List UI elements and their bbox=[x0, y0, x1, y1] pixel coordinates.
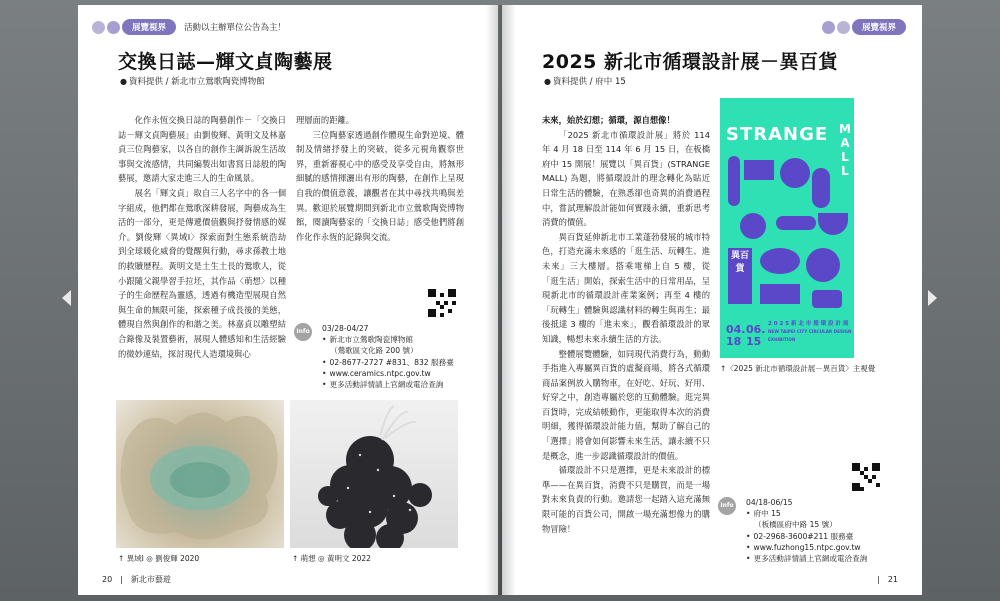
next-page-arrow-icon[interactable] bbox=[928, 290, 937, 306]
tag-dots bbox=[92, 21, 120, 34]
article-credit-right: ● 資料提供 / 府中 15 bbox=[544, 77, 626, 87]
section-pill: 展覽視界 bbox=[122, 19, 176, 35]
left-page bbox=[78, 5, 498, 595]
info-line: • www.ceramics.ntpc.gov.tw bbox=[322, 368, 494, 379]
paragraph: 理層面的距離。 bbox=[296, 115, 355, 125]
poster-title: STRANGE bbox=[726, 124, 829, 145]
poster-cn-label: 異百貨 bbox=[728, 248, 752, 304]
info-line: • 02-8677-2727 #831、832 服務臺 bbox=[322, 357, 494, 368]
caption-mengxiang: ↑ 萌想 ◎ 黃明文 2022 bbox=[292, 554, 371, 563]
photo-mengxiang bbox=[290, 400, 458, 548]
poster-date-end-month: 06. bbox=[746, 323, 766, 336]
body-column-2 bbox=[296, 113, 464, 244]
qr-code-right[interactable] bbox=[852, 463, 880, 491]
paragraph: 「2025 新北市循環設計展」將於 114 年 4 月 18 日至 114 年 6 月 15 日，在板橋府中 15 開展！展覽以「異百貨」(STRANGE MALL) 為題，將循環設計的理念轉化為貼近日常生活的體驗，在熟悉卻也奇異的消費過程中，嘗試理解設計能如何實踐永續，重新思考消費的價值。 bbox=[542, 129, 710, 228]
poster-caption: ↑〈2025 新北市循環設計展－異百貨〉主視覺 bbox=[720, 364, 876, 373]
paragraph: 展名「輝文貞」取自三人名字中的各一個字組成，他們都在鶯歌深耕發展，陶藝成為生活的一部分，更是傳遞價值觀與抒發情感的媒介。劉俊輝〈異域Ⅰ〉探索面對生態系統浩劫到全球暖化威脅的覺醒與行動，尋求孫教土地的救贖歷程。黃明文是土生土長的鶯歌人，從小跟隨父親學習手拉坯，其作品〈萌想〉以種子的生命歷程為靈感，透過有機造型展現自然與生命的無限可能，探索種子成長後的美態，體現自然與創作的和諧之美。林嘉貞以雕塑結合錄像及裝置藝術，展現人體感知和生活經驗的微妙連結，探討現代人造環境與心 bbox=[118, 187, 286, 359]
body-column-1 bbox=[118, 113, 286, 361]
section-note: 活動以主辦單位公告為主！ bbox=[184, 23, 287, 33]
poster-side: MALL bbox=[839, 122, 851, 178]
info-line: • www.fuzhong15.ntpc.gov.tw bbox=[746, 542, 918, 553]
poster-dates-end bbox=[746, 324, 766, 348]
info-icon: Info bbox=[718, 497, 736, 515]
photo-yiyu bbox=[116, 400, 284, 548]
info-list bbox=[294, 323, 494, 390]
credit-text-right: 資料提供 / 府中 15 bbox=[552, 77, 626, 87]
caption-yiyu: ↑ 異域Ⅰ ◎ 劉俊輝 2020 bbox=[118, 554, 200, 563]
info-line: • 02-2968-3600#211 服務臺 bbox=[746, 531, 918, 542]
article-title-right: 2025 新北市循環設計展－異百貨 bbox=[542, 51, 838, 73]
page-number-right: | 21 bbox=[877, 575, 898, 584]
info-line: 03/28-04/27 bbox=[322, 324, 369, 333]
poster-date-end-day: 15 bbox=[746, 335, 762, 348]
article-credit: ● 資料提供 / 新北市立鶯歌陶瓷博物館 bbox=[120, 77, 265, 87]
poster-shape bbox=[744, 160, 774, 180]
info-icon: Info bbox=[294, 323, 312, 341]
poster-shape bbox=[818, 213, 848, 235]
poster-small-text bbox=[768, 321, 854, 344]
paragraph: 化作永恆交換日誌的陶藝創作－「交換日誌－輝文貞陶藝展」由劉俊輝、黃明文及林嘉貞三位陶藝家，以各自的創作主調訴說生活故事與交流感情，共同編製出如書寫日誌般的陶藝展，邀請大家走進三人的生命風景。 bbox=[118, 115, 286, 184]
exhibition-poster bbox=[720, 98, 854, 358]
info-line: • 新北市立鶯歌陶瓷博物館 bbox=[322, 334, 494, 345]
info-line: • 府中 15 bbox=[746, 508, 918, 519]
paragraph: 異百貨延伸新北市工業蓬勃發展的城市特色，打造充滿未來感的「逛生活、玩轉生、進未來」三大樓層。搭乘電梯上自 5 樓，從「逛生活」開始，探索生活中的日常用品，呈現新北市的循環設計產業案例；再至 4 樓的「玩轉生」體驗與認識材料的轉生與再生；最後抵達 3 樓的「進未來」，觀看循環設計的眾知識，暢想未來永續生活的方法。 bbox=[542, 231, 710, 344]
poster-shape bbox=[812, 168, 830, 208]
info-list-right bbox=[718, 497, 918, 564]
info-line: （板橋區府中路 15 號） bbox=[754, 520, 837, 530]
page-number-left: 20 | 新北市藝遊 bbox=[102, 575, 171, 584]
right-page bbox=[502, 5, 922, 595]
poster-shape bbox=[780, 158, 810, 188]
info-box-right bbox=[718, 497, 918, 564]
section-pill-right: 展覽視界 bbox=[852, 19, 906, 35]
info-line: 04/18-06/15 bbox=[746, 498, 793, 507]
credit-text: 資料提供 / 新北市立鶯歌陶瓷博物館 bbox=[128, 77, 265, 87]
info-box bbox=[294, 323, 494, 390]
poster-en-line: NEW TAIPEI CITY CIRCULAR DESIGN EXHIBITION bbox=[768, 329, 852, 342]
section-tag-right bbox=[822, 19, 906, 35]
poster-shape bbox=[760, 248, 800, 274]
body-column-right bbox=[542, 113, 710, 536]
info-line: • 更多活動詳情請上官網或電洽查詢 bbox=[322, 379, 494, 390]
info-line: • 更多活動詳情請上官網或電洽查詢 bbox=[746, 553, 918, 564]
poster-shape bbox=[812, 290, 842, 308]
poster-dates bbox=[726, 324, 746, 348]
paragraph: 三位陶藝家透過創作體現生命對逆境、體制及情緒抒發上的突破，從多元視角觀察世界，重新審視心中的感受及享受自由，將無形細膩的感情揮灑出有形的陶藝，在創作上呈現自我的價值意義，讓觀者在其中尋找共鳴與差異。歡迎於展覽期間到新北市立鶯歌陶瓷博物館，閱讀陶藝家的「交換日誌」感受他們將創作化作永恆的記錄與交流。 bbox=[296, 129, 464, 242]
poster-date-start-day: 18 bbox=[726, 335, 742, 348]
paragraph: 整體展覽體驗，如同現代消費行為，動動手指進入專屬異百貨的虛擬商場，將各式循環商品案例放入購物車，在好吃、好玩、好用、好穿之中，創造專屬於您的互動體驗。逛完異百貨時，完成結帳動作，更能取得本次的消費明細，獲得循環設計能力值，幫助了解自己的「選擇」將會如何影響未來生活，讓永續不只是概念，進一步認識循環設計的價值。 bbox=[542, 348, 710, 461]
poster-year-line: 2 0 2 5 新 北 市 循 環 設 計 展 bbox=[768, 321, 849, 327]
poster-date-start-month: 04. bbox=[726, 323, 746, 336]
article-title: 交換日誌—輝文貞陶藝展 bbox=[118, 51, 333, 73]
poster-shape bbox=[760, 284, 800, 304]
qr-code[interactable] bbox=[428, 289, 456, 317]
poster-side-text bbox=[838, 122, 852, 178]
prev-page-arrow-icon[interactable] bbox=[62, 290, 71, 306]
paragraph: 循環設計不只是選擇，更是未來設計的標準——在異百貨，消費不只是購買，而是一場對未來負責的行動。邀請您一起踏入這充滿無限可能的百貨公司，開啟一場充滿想像力的購物冒險！ bbox=[542, 465, 710, 534]
poster-shape bbox=[806, 248, 840, 282]
tag-dots-right bbox=[822, 21, 850, 34]
poster-shape bbox=[776, 216, 816, 230]
poster-shape bbox=[728, 156, 740, 206]
paragraph: 未來，始於幻想；循環，源自想像！ bbox=[542, 115, 675, 125]
poster-shape bbox=[740, 213, 766, 239]
info-line: （鶯歌區文化路 200 號） bbox=[330, 346, 418, 356]
section-tag bbox=[92, 19, 286, 35]
